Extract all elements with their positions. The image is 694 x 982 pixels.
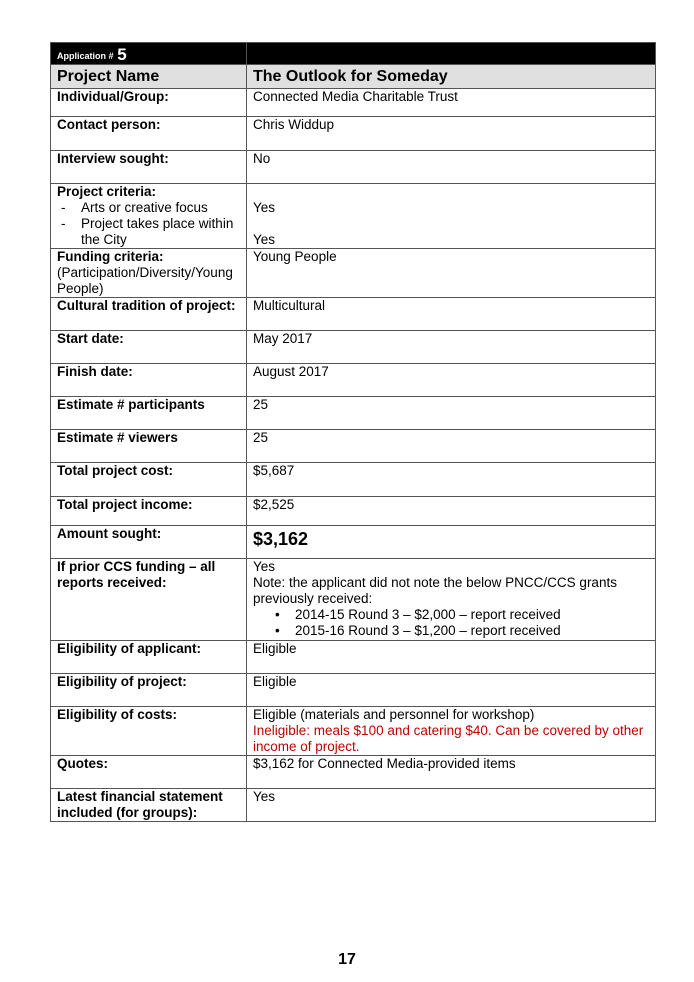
application-label: Application # xyxy=(57,51,114,61)
table-row xyxy=(51,463,656,497)
project-criteria-label: Project criteria: xyxy=(57,184,157,199)
interview-sought-value: No xyxy=(247,151,656,184)
eligibility-project-label: Eligibility of project: xyxy=(51,674,247,707)
amount-sought-cell xyxy=(247,526,656,559)
quotes-value: $3,162 for Connected Media-provided items xyxy=(247,756,656,789)
table-row xyxy=(51,397,656,430)
table-row xyxy=(51,331,656,364)
table-row xyxy=(51,89,656,117)
amount-sought-label: Amount sought: xyxy=(51,526,247,559)
contact-person-label: Contact person: xyxy=(51,117,247,151)
total-income-label: Total project income: xyxy=(51,497,247,526)
table-row xyxy=(51,526,656,559)
page-number: 17 xyxy=(338,951,356,968)
individual-group-value: Connected Media Charitable Trust xyxy=(247,89,656,117)
project-criteria-values xyxy=(247,184,656,249)
cultural-tradition-value: Multicultural xyxy=(247,298,656,331)
project-criteria-value: Yes xyxy=(253,232,276,247)
eligibility-applicant-value: Eligible xyxy=(247,641,656,674)
eligibility-costs-note: Ineligible: meals $100 and catering $40. Can be covered by other income of project. xyxy=(253,723,644,754)
financial-statement-value: Yes xyxy=(247,789,656,822)
application-header-empty xyxy=(247,43,656,65)
application-header-row xyxy=(51,43,656,65)
table-row xyxy=(51,789,656,822)
prior-grants-list xyxy=(253,607,649,639)
eligibility-costs-label: Eligibility of costs: xyxy=(51,707,247,756)
financial-statement-label: Latest financial statement included (for groups): xyxy=(51,789,247,822)
project-criteria-list xyxy=(57,200,240,248)
table-row xyxy=(51,364,656,397)
amount-sought-value: $3,162 xyxy=(253,529,309,549)
table-row xyxy=(51,641,656,674)
application-number: 5 xyxy=(117,45,127,64)
eligibility-costs-cell xyxy=(247,707,656,756)
table-row xyxy=(51,249,656,298)
project-name-label: Project Name xyxy=(51,65,247,89)
table-row xyxy=(51,117,656,151)
estimate-participants-label: Estimate # participants xyxy=(51,397,247,430)
finish-date-label: Finish date: xyxy=(51,364,247,397)
eligibility-project-value: Eligible xyxy=(247,674,656,707)
estimate-viewers-value: 25 xyxy=(247,430,656,463)
table-row xyxy=(51,707,656,756)
project-name-value: The Outlook for Someday xyxy=(247,65,656,89)
start-date-label: Start date: xyxy=(51,331,247,364)
application-number-cell xyxy=(51,43,247,65)
project-criteria-value: Yes xyxy=(253,200,276,215)
list-item: • 2015-16 Round 3 – $1,200 – report received xyxy=(295,623,649,639)
estimate-participants-value: 25 xyxy=(247,397,656,430)
prior-funding-label: If prior CCS funding – all reports received: xyxy=(51,559,247,641)
eligibility-applicant-label: Eligibility of applicant: xyxy=(51,641,247,674)
total-income-value: $2,525 xyxy=(247,497,656,526)
table-row xyxy=(51,674,656,707)
table-row xyxy=(51,430,656,463)
funding-criteria-label: Funding criteria: xyxy=(57,249,164,264)
individual-group-label: Individual/Group: xyxy=(51,89,247,117)
funding-criteria-sublabel: (Participation/Diversity/Young People) xyxy=(57,265,233,296)
table-row xyxy=(51,151,656,184)
start-date-value: May 2017 xyxy=(247,331,656,364)
application-table xyxy=(50,42,656,822)
prior-funding-note: Note: the applicant did not note the below PNCC/CCS grants previously received: xyxy=(253,575,617,606)
interview-sought-label: Interview sought: xyxy=(51,151,247,184)
table-row xyxy=(51,756,656,789)
project-criteria-item: - Project takes place within the City xyxy=(57,216,240,248)
contact-person-value: Chris Widdup xyxy=(247,117,656,151)
table-row xyxy=(51,184,656,249)
prior-funding-value: Yes xyxy=(253,559,276,574)
total-cost-value: $5,687 xyxy=(247,463,656,497)
finish-date-value: August 2017 xyxy=(247,364,656,397)
eligibility-costs-value: Eligible (materials and personnel for workshop) xyxy=(253,707,535,722)
funding-criteria-cell xyxy=(51,249,247,298)
list-item: • 2014-15 Round 3 – $2,000 – report received xyxy=(295,607,649,623)
prior-funding-cell xyxy=(247,559,656,641)
cultural-tradition-label: Cultural tradition of project: xyxy=(51,298,247,331)
total-cost-label: Total project cost: xyxy=(51,463,247,497)
quotes-label: Quotes: xyxy=(51,756,247,789)
funding-criteria-value: Young People xyxy=(247,249,656,298)
estimate-viewers-label: Estimate # viewers xyxy=(51,430,247,463)
project-name-row xyxy=(51,65,656,89)
project-criteria-cell xyxy=(51,184,247,249)
table-row xyxy=(51,497,656,526)
table-row xyxy=(51,298,656,331)
project-criteria-item: - Arts or creative focus xyxy=(57,200,240,216)
table-row xyxy=(51,559,656,641)
